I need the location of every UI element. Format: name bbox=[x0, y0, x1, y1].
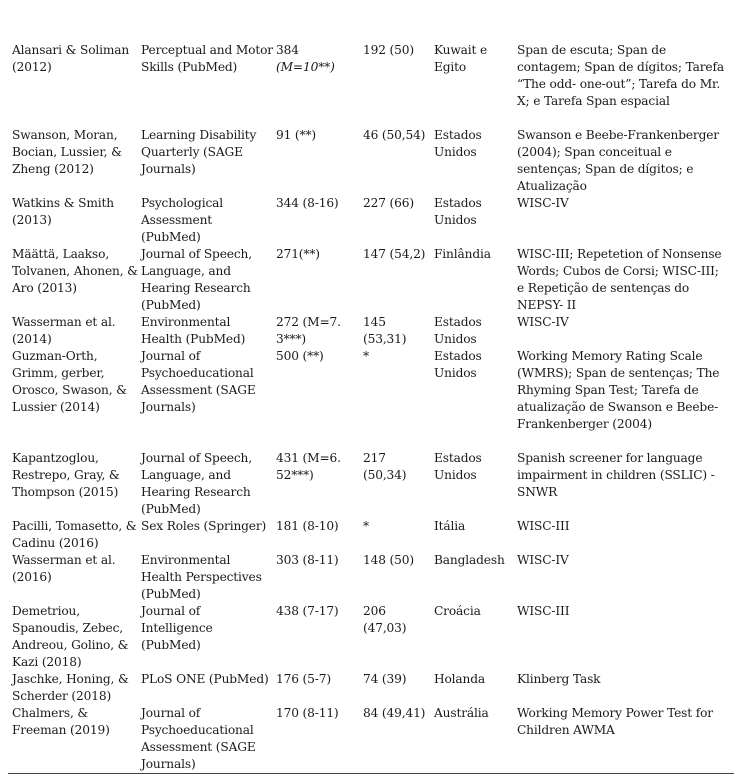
girls-cell: 145 (53,31) bbox=[363, 315, 407, 346]
journal-cell: Journal of Speech, Language, and Hearing Research (PubMed) bbox=[141, 451, 252, 516]
instruments-cell: Swanson e Beebe-Frankenberger (2004); Span conceitual e sentenças; Span de dígitos; e Atualização bbox=[517, 128, 719, 193]
sample-cell bbox=[276, 450, 364, 484]
girls-cell: * bbox=[363, 519, 369, 533]
author-cell: Wasserman et al. (2014) bbox=[12, 315, 116, 346]
sample-line: 91 (**) bbox=[276, 128, 317, 142]
sample-cell bbox=[276, 246, 364, 263]
author-cell: Kapantzoglou, Restrepo, Gray, & Thompson (2015) bbox=[12, 451, 120, 499]
girls-cell: 46 (50,54) bbox=[363, 128, 426, 142]
sample-line: 303 (8-11) bbox=[276, 553, 339, 567]
country-cell: Estados Unidos bbox=[434, 349, 482, 380]
girls-cell: 148 (50) bbox=[363, 553, 414, 567]
author-cell: Pacilli, Tomasetto, & Cadinu (2016) bbox=[12, 519, 137, 550]
instruments-cell: Span de escuta; Span de contagem; Span de dígitos; Tarefa “The odd- one-out”; Tarefa do Mr. X; e Tarefa Span espacial bbox=[517, 43, 724, 108]
country-cell: Kuwait e Egito bbox=[434, 43, 488, 74]
sample-line: 271(**) bbox=[276, 247, 320, 261]
sample-cell bbox=[276, 127, 364, 144]
sample-line: 181 (8-10) bbox=[276, 519, 339, 533]
journal-cell: PLoS ONE (PubMed) bbox=[141, 672, 269, 686]
country-cell: Estados Unidos bbox=[434, 315, 482, 346]
sample-cell bbox=[276, 552, 364, 569]
country-cell: Austrália bbox=[434, 706, 489, 720]
country-cell: Itália bbox=[434, 519, 466, 533]
author-cell: Chalmers, & Freeman (2019) bbox=[12, 706, 110, 737]
girls-cell: * bbox=[363, 349, 369, 363]
girls-cell: 217 (50,34) bbox=[363, 451, 407, 482]
sample-line: 3***) bbox=[276, 332, 307, 346]
journal-cell: Sex Roles (Springer) bbox=[141, 519, 267, 533]
author-cell: Wasserman et al. (2016) bbox=[12, 553, 116, 584]
girls-cell: 84 (49,41) bbox=[363, 706, 426, 720]
girls-cell: 147 (54,2) bbox=[363, 247, 426, 261]
instruments-cell: WISC-IV bbox=[517, 553, 569, 567]
table-bottom-rule bbox=[8, 773, 734, 774]
instruments-cell: Klinberg Task bbox=[517, 672, 601, 686]
instruments-cell: WISC-IV bbox=[517, 196, 569, 210]
sample-line: 170 (8-11) bbox=[276, 706, 339, 720]
author-cell: Swanson, Moran, Bocian, Lussier, & Zheng (2012) bbox=[12, 128, 122, 176]
sample-line: 52***) bbox=[276, 468, 314, 482]
instruments-cell: Spanish screener for language impairment in children (SSLIC) - SNWR bbox=[517, 451, 715, 499]
author-cell: Watkins & Smith (2013) bbox=[12, 196, 114, 227]
instruments-cell: WISC-IV bbox=[517, 315, 569, 329]
journal-cell: Journal of Psychoeducational Assessment (SAGE Journals) bbox=[141, 349, 256, 414]
author-cell: Demetriou, Spanoudis, Zebec, Andreou, Golino, & Kazi (2018) bbox=[12, 604, 129, 669]
girls-cell: 192 (50) bbox=[363, 43, 414, 57]
sample-cell bbox=[276, 705, 364, 722]
instruments-cell: WISC-III bbox=[517, 519, 570, 533]
sample-line: 176 (5-7) bbox=[276, 672, 331, 686]
sample-cell bbox=[276, 603, 364, 620]
country-cell: Holanda bbox=[434, 672, 485, 686]
sample-cell bbox=[276, 671, 364, 688]
instruments-cell: WISC-III; Repetetion of Nonsense Words; Cubos de Corsi; WISC-III; e Repetição de sentenças do NEPSY- II bbox=[517, 247, 722, 312]
sample-cell bbox=[276, 42, 364, 76]
sample-cell bbox=[276, 348, 364, 365]
sample-line: 438 (7-17) bbox=[276, 604, 339, 618]
girls-cell: 227 (66) bbox=[363, 196, 414, 210]
sample-line: 384 bbox=[276, 43, 299, 57]
journal-cell: Environmental Health (PubMed) bbox=[141, 315, 246, 346]
journal-cell: Psychological Assessment (PubMed) bbox=[141, 196, 223, 244]
sample-line: 500 (**) bbox=[276, 349, 324, 363]
journal-cell: Environmental Health Perspectives (PubMed) bbox=[141, 553, 262, 601]
country-cell: Estados Unidos bbox=[434, 128, 482, 159]
journal-cell: Journal of Speech, Language, and Hearing Research (PubMed) bbox=[141, 247, 252, 312]
sample-cell bbox=[276, 518, 364, 535]
country-cell: Finlândia bbox=[434, 247, 491, 261]
country-cell: Estados Unidos bbox=[434, 451, 482, 482]
sample-line: (M=10**) bbox=[276, 60, 335, 74]
instruments-cell: Working Memory Rating Scale (WMRS); Span de sentenças; The Rhyming Span Test; Tarefa de atualização de Swanson e Beebe-Frankenberger (2004) bbox=[517, 349, 720, 431]
journal-cell: Perceptual and Motor Skills (PubMed) bbox=[141, 43, 273, 74]
sample-line: 344 (8-16) bbox=[276, 196, 339, 210]
sample-cell bbox=[276, 314, 364, 348]
country-cell: Bangladesh bbox=[434, 553, 505, 567]
instruments-cell: WISC-III bbox=[517, 604, 570, 618]
author-cell: Alansari & Soliman (2012) bbox=[12, 43, 130, 74]
journal-cell: Learning Disability Quarterly (SAGE Journals) bbox=[141, 128, 257, 176]
journal-cell: Journal of Intelligence (PubMed) bbox=[141, 604, 213, 652]
author-cell: Jaschke, Honing, & Scherder (2018) bbox=[12, 672, 129, 703]
sample-cell bbox=[276, 195, 364, 212]
journal-cell: Journal of Psychoeducational Assessment (SAGE Journals) bbox=[141, 706, 256, 771]
country-cell: Croácia bbox=[434, 604, 481, 618]
country-cell: Estados Unidos bbox=[434, 196, 482, 227]
author-cell: Määttä, Laakso, Tolvanen, Ahonen, & Aro (2013) bbox=[12, 247, 138, 295]
instruments-cell: Working Memory Power Test for Children AWMA bbox=[517, 706, 713, 737]
sample-line: 272 (M=7. bbox=[276, 315, 341, 329]
author-cell: Guzman-Orth, Grimm, gerber, Orosco, Swason, & Lussier (2014) bbox=[12, 349, 127, 414]
girls-cell: 74 (39) bbox=[363, 672, 407, 686]
girls-cell: 206 (47,03) bbox=[363, 604, 407, 635]
sample-line: 431 (M=6. bbox=[276, 451, 341, 465]
